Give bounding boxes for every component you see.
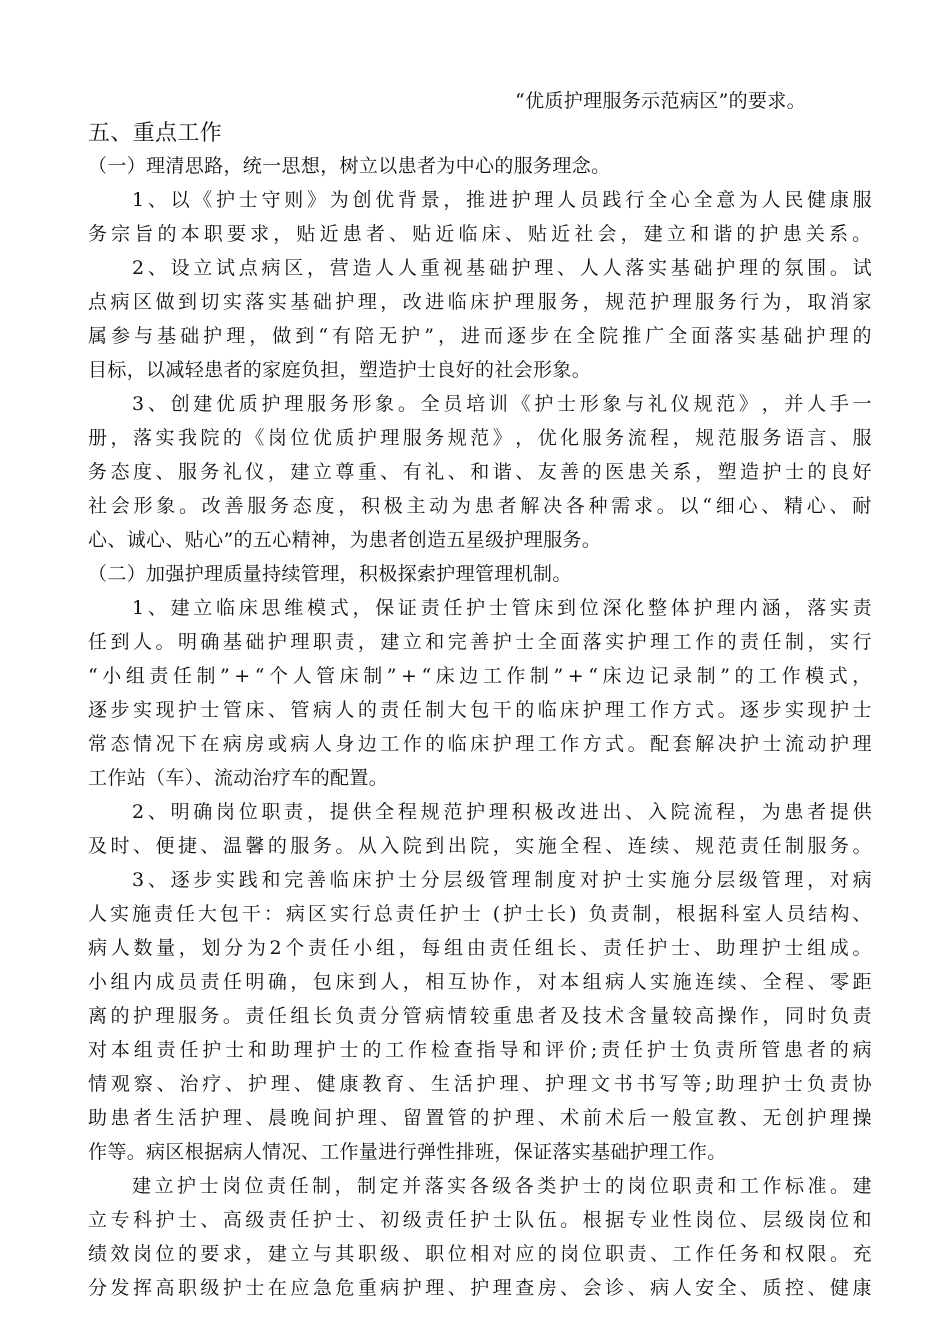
continuation-line: “优质护理服务示范病区”的要求。: [515, 90, 807, 112]
subsection-heading-2: （二）加强护理质量持续管理，积极探索护理管理机制。: [88, 563, 572, 585]
paragraph-line: 离 的 护 理 服 务 。 责 任 组 长 负 责 分 管 病 情 较 重 患 者 及 技 术 含 量 较 高 操 作 ， 同 时 负 责: [88, 1005, 872, 1027]
paragraph-line: 目标，以减轻患者的家庭负担，塑造护士良好的社会形象。: [88, 359, 592, 381]
paragraph-line: 3 、 创 建 优 质 护 理 服 务 形 象 。 全 员 培 训 《 护 士 形 象 与 礼 仪 规 范 》 ， 并 人 手 一: [132, 393, 872, 415]
paragraph-line: 务 宗 旨 的 本 职 要 求 ， 贴 近 患 者 、 贴 近 临 床 、 贴 近 社 会 ， 建 立 和 谐 的 护 患 关 系 。: [88, 223, 872, 245]
paragraph-line: 2 、 明 确 岗 位 职 责 ， 提 供 全 程 规 范 护 理 积 极 改 进 出 、 入 院 流 程 ， 为 患 者 提 供: [132, 801, 872, 823]
paragraph-line: 病 人 数 量 ， 划 分 为 2 个 责 任 小 组 ， 每 组 由 责 任 组 长 、 责 任 护 士 、 助 理 护 士 组 成 。: [88, 937, 872, 959]
paragraph-line: 点 病 区 做 到 切 实 落 实 基 础 护 理 ， 改 进 临 床 护 理 服 务 ， 规 范 护 理 服 务 行 为 ， 取 消 家: [88, 291, 872, 313]
paragraph-line: 册 ， 落 实 我 院 的 《 岗 位 优 质 护 理 服 务 规 范 》 ， 优 化 服 务 流 程 ， 规 范 服 务 语 言 、 服: [88, 427, 872, 449]
paragraph-line: 1 、 以 《 护 士 守 则 》 为 创 优 背 景 ， 推 进 护 理 人 员 践 行 全 心 全 意 为 人 民 健 康 服: [132, 189, 872, 211]
paragraph-line: 任 到 人 。 明 确 基 础 护 理 职 责 ， 建 立 和 完 善 护 士 全 面 落 实 护 理 工 作 的 责 任 制 ， 实 行: [88, 631, 872, 653]
paragraph-line: 属 参 与 基 础 护 理 ， 做 到 “ 有 陪 无 护 ” ， 进 而 逐 步 在 全 院 推 广 全 面 落 实 基 础 护 理 的: [88, 325, 872, 347]
paragraph-line: 小 组 内 成 员 责 任 明 确 ， 包 床 到 人 ， 相 互 协 作 ， 对 本 组 病 人 实 施 连 续 、 全 程 、 零 距: [88, 971, 872, 993]
paragraph-line: 人 实 施 责 任 大 包 干 ： 病 区 实 行 总 责 任 护 士 ( 护 士 长 ) 负 责 制 ， 根 据 科 室 人 员 结 构 、: [88, 903, 872, 925]
paragraph-line: “ 小 组 责 任 制 ” + “ 个 人 管 床 制 ” + “ 床 边 工 作 制 ” + “ 床 边 记 录 制 ” 的 工 作 模 式 ，: [88, 665, 872, 687]
paragraph-line: 作等。病区根据病人情况、工作量进行弹性排班，保证落实基础护理工作。: [88, 1141, 727, 1163]
paragraph-line: 助 患 者 生 活 护 理 、 晨 晚 间 护 理 、 留 置 管 的 护 理 、 术 前 术 后 一 般 宣 教 、 无 创 护 理 操: [88, 1107, 872, 1129]
paragraph-line: 对 本 组 责 任 护 士 和 助 理 护 士 的 工 作 检 查 指 导 和 评 价 ; 责 任 护 士 负 责 所 管 患 者 的 病: [88, 1039, 872, 1061]
paragraph-line: 社 会 形 象 。 改 善 服 务 态 度 ， 积 极 主 动 为 患 者 解 决 各 种 需 求 。 以 “ 细 心 、 精 心 、 耐: [88, 495, 872, 517]
paragraph-line: 1 、 建 立 临 床 思 维 模 式 ， 保 证 责 任 护 士 管 床 到 位 深 化 整 体 护 理 内 涵 ， 落 实 责: [132, 597, 872, 619]
paragraph-line: 建 立 护 士 岗 位 责 任 制 ， 制 定 并 落 实 各 级 各 类 护 士 的 岗 位 职 责 和 工 作 标 准 。 建: [132, 1175, 872, 1197]
section-heading: 五、重点工作: [88, 121, 223, 146]
subsection-heading-1: （一）理清思路，统一思想，树立以患者为中心的服务理念。: [88, 155, 611, 177]
paragraph-line: 心、诚心、贴心”的五心精神，为患者创造五星级护理服务。: [88, 529, 602, 551]
paragraph-line: 3 、 逐 步 实 践 和 完 善 临 床 护 士 分 层 级 管 理 制 度 对 护 士 实 施 分 层 级 管 理 ， 对 病: [132, 869, 872, 891]
paragraph-line: 逐 步 实 现 护 士 管 床 、 管 病 人 的 责 任 制 大 包 干 的 临 床 护 理 工 作 方 式 。 逐 步 实 现 护 士: [88, 699, 872, 721]
paragraph-line: 2 、 设 立 试 点 病 区 ， 营 造 人 人 重 视 基 础 护 理 、 人 人 落 实 基 础 护 理 的 氛 围 。 试: [132, 257, 872, 279]
paragraph-line: 分 发 挥 高 职 级 护 士 在 应 急 危 重 病 护 理 、 护 理 查 房 、 会 诊 、 病 人 安 全 、 质 控 、 健 康: [88, 1277, 872, 1299]
paragraph-line: 工作站（车）、流动治疗车的配置。: [88, 767, 389, 789]
paragraph-line: 情 观 察 、 治 疗 、 护 理 、 健 康 教 育 、 生 活 护 理 、 护 理 文 书 书 写 等 ; 助 理 护 士 负 责 协: [88, 1073, 872, 1095]
paragraph-line: 务 态 度 、 服 务 礼 仪 ， 建 立 尊 重 、 有 礼 、 和 谐 、 友 善 的 医 患 关 系 ， 塑 造 护 士 的 良 好: [88, 461, 872, 483]
paragraph-line: 绩 效 岗 位 的 要 求 ， 建 立 与 其 职 级 、 职 位 相 对 应 的 岗 位 职 责 、 工 作 任 务 和 权 限 。 充: [88, 1243, 872, 1265]
paragraph-line: 常 态 情 况 下 在 病 房 或 病 人 身 边 工 作 的 临 床 护 理 工 作 方 式 。 配 套 解 决 护 士 流 动 护 理: [88, 733, 872, 755]
paragraph-line: 及 时 、 便 捷 、 温 馨 的 服 务 。 从 入 院 到 出 院 ， 实 施 全 程 、 连 续 、 规 范 责 任 制 服 务 。: [88, 835, 872, 857]
paragraph-line: 立 专 科 护 士 、 高 级 责 任 护 士 、 初 级 责 任 护 士 队 伍 。 根 据 专 业 性 岗 位 、 层 级 岗 位 和: [88, 1209, 872, 1231]
